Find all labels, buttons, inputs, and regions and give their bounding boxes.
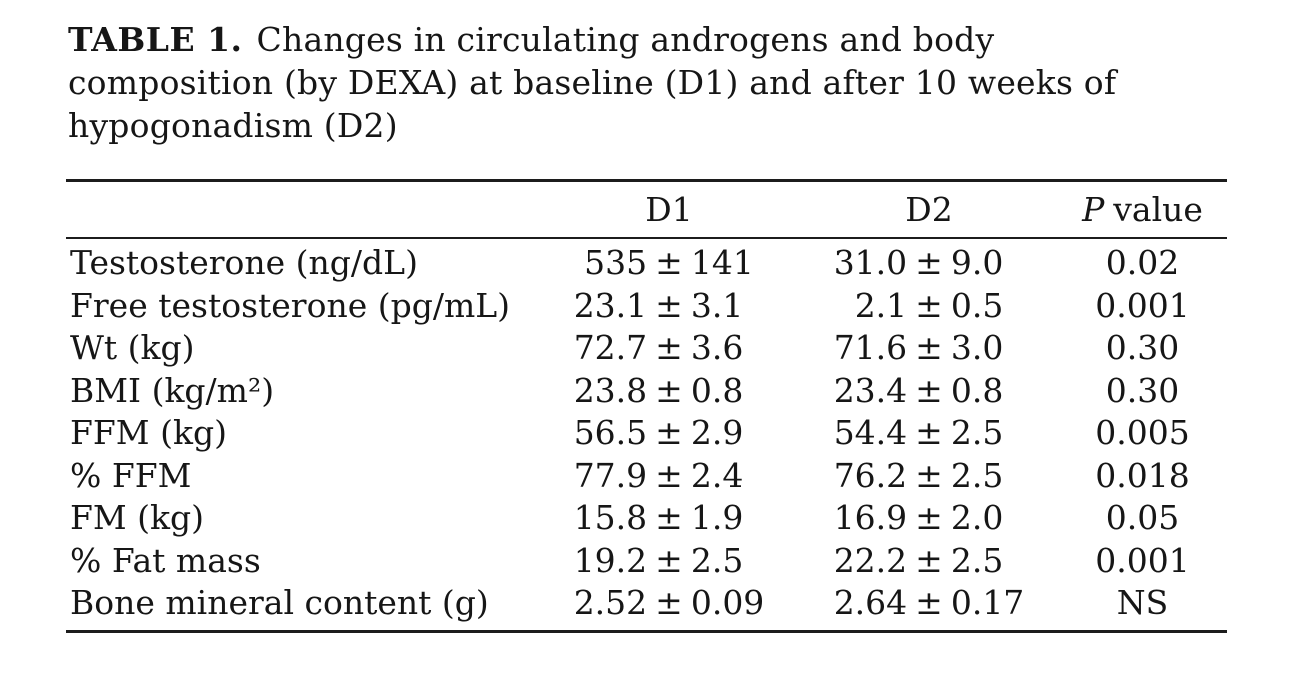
plus-minus-sign: ±: [655, 583, 683, 622]
p-value-cell: 0.30: [1105, 370, 1180, 410]
d1-mean: 15.8: [573, 498, 648, 537]
plus-minus-sign: ±: [915, 455, 943, 495]
table-row: [66, 540, 1227, 583]
d1-cell: [538, 285, 800, 328]
d2-cell: [800, 412, 1058, 455]
d2-mean: 71.6: [833, 328, 908, 367]
d1-cell: [538, 455, 800, 498]
p-value-cell: 0.30: [1105, 328, 1180, 367]
caption-line-2: composition (by DEXA) at baseline (D1) and after 10 weeks of: [68, 63, 1117, 102]
p-value-cell: 0.005: [1095, 413, 1190, 452]
d2-sd: 9.0: [950, 243, 1004, 282]
d2-mean: 2.64: [833, 583, 908, 622]
d2-cell: [800, 327, 1058, 370]
d2-cell: [800, 540, 1058, 583]
d2-cell: [800, 455, 1058, 498]
header-p-value: [1058, 192, 1227, 228]
caption-text-1: Changes in circulating androgens and body: [256, 20, 995, 59]
d1-sd: 1.9: [690, 498, 744, 537]
row-label: Free testosterone (pg/mL): [70, 285, 511, 325]
d1-sd: 0.09: [690, 583, 765, 622]
d2-sd: 0.17: [950, 583, 1025, 622]
d1-cell: [538, 582, 800, 625]
row-label: BMI (kg/m²): [70, 370, 275, 410]
table-header-row: [66, 182, 1227, 237]
p-value-cell: 0.018: [1095, 455, 1190, 495]
d2-mean: 54.4: [833, 413, 908, 452]
plus-minus-sign: ±: [915, 285, 943, 325]
plus-minus-sign: ±: [655, 540, 683, 580]
plus-minus-sign: ±: [655, 498, 683, 537]
d2-cell: [800, 582, 1058, 625]
table-caption: [68, 18, 1168, 147]
table-row: [66, 582, 1227, 625]
d1-sd: 2.4: [690, 455, 744, 495]
d2-mean: 23.4: [833, 370, 908, 410]
d1-mean: 23.1: [573, 285, 648, 325]
d2-sd: 0.5: [950, 285, 1004, 325]
d2-mean: 22.2: [833, 540, 908, 580]
plus-minus-sign: ±: [915, 540, 943, 580]
caption-line-1: [68, 18, 1168, 61]
header-p-rest: value: [1113, 190, 1203, 229]
d1-cell: [538, 370, 800, 413]
plus-minus-sign: ±: [655, 413, 683, 452]
table-row: [66, 497, 1227, 540]
d2-mean: 2.1: [854, 285, 908, 325]
row-label: FM (kg): [70, 498, 205, 537]
d2-cell: [800, 285, 1058, 328]
row-label: Bone mineral content (g): [70, 583, 489, 622]
d2-sd: 2.5: [950, 455, 1004, 495]
d1-sd: 3.6: [690, 328, 744, 367]
d1-cell: [538, 412, 800, 455]
d1-mean: 23.8: [573, 370, 648, 410]
d2-cell: [800, 370, 1058, 413]
d1-sd: 0.8: [690, 370, 744, 410]
table-row: [66, 242, 1227, 285]
d2-sd: 2.5: [950, 540, 1004, 580]
d1-cell: [538, 327, 800, 370]
d2-mean: 16.9: [833, 498, 908, 537]
d2-sd: 3.0: [950, 328, 1004, 367]
row-label: FFM (kg): [70, 413, 227, 452]
table-bottom-rule: [66, 630, 1227, 633]
table-caption-label: TABLE 1.: [68, 20, 243, 59]
d2-mean: 31.0: [833, 243, 908, 282]
d2-mean: 76.2: [833, 455, 908, 495]
p-value-cell: 0.001: [1095, 540, 1190, 580]
d1-sd: 3.1: [690, 285, 744, 325]
d1-cell: [538, 497, 800, 540]
plus-minus-sign: ±: [655, 243, 683, 282]
p-value-cell: NS: [1116, 583, 1169, 622]
d1-mean: 2.52: [573, 583, 648, 622]
plus-minus-sign: ±: [915, 498, 943, 537]
plus-minus-sign: ±: [915, 328, 943, 367]
table-body: [66, 239, 1227, 630]
header-p-italic: P: [1082, 190, 1105, 229]
d1-cell: [538, 540, 800, 583]
table-row: [66, 412, 1227, 455]
plus-minus-sign: ±: [915, 243, 943, 282]
row-label: Wt (kg): [70, 328, 195, 367]
plus-minus-sign: ±: [655, 455, 683, 495]
d2-cell: [800, 497, 1058, 540]
d1-mean: 535: [584, 243, 648, 282]
table-row: [66, 455, 1227, 498]
p-value-cell: 0.05: [1105, 498, 1180, 537]
d1-sd: 2.5: [690, 540, 744, 580]
d1-sd: 2.9: [690, 413, 744, 452]
d2-sd: 2.0: [950, 498, 1004, 537]
p-value-cell: 0.001: [1095, 285, 1190, 325]
d1-sd: 141: [690, 243, 754, 282]
p-value-cell: 0.02: [1105, 243, 1180, 282]
data-table: [66, 179, 1227, 633]
plus-minus-sign: ±: [915, 583, 943, 622]
caption-line-3: hypogonadism (D2): [68, 106, 398, 145]
d1-cell: [538, 242, 800, 285]
plus-minus-sign: ±: [655, 285, 683, 325]
d1-mean: 56.5: [573, 413, 648, 452]
table-row: [66, 370, 1227, 413]
row-label: Testosterone (ng/dL): [70, 243, 418, 282]
table-row: [66, 285, 1227, 328]
d2-cell: [800, 242, 1058, 285]
d1-mean: 72.7: [573, 328, 648, 367]
plus-minus-sign: ±: [915, 370, 943, 410]
row-label: % FFM: [70, 455, 192, 495]
d1-mean: 77.9: [573, 455, 648, 495]
d2-sd: 2.5: [950, 413, 1004, 452]
row-label: % Fat mass: [70, 540, 261, 580]
plus-minus-sign: ±: [655, 370, 683, 410]
d2-sd: 0.8: [950, 370, 1004, 410]
plus-minus-sign: ±: [915, 413, 943, 452]
table-row: [66, 327, 1227, 370]
header-d1: D1: [645, 190, 693, 229]
d1-mean: 19.2: [573, 540, 648, 580]
header-d2: D2: [905, 190, 953, 229]
plus-minus-sign: ±: [655, 328, 683, 367]
